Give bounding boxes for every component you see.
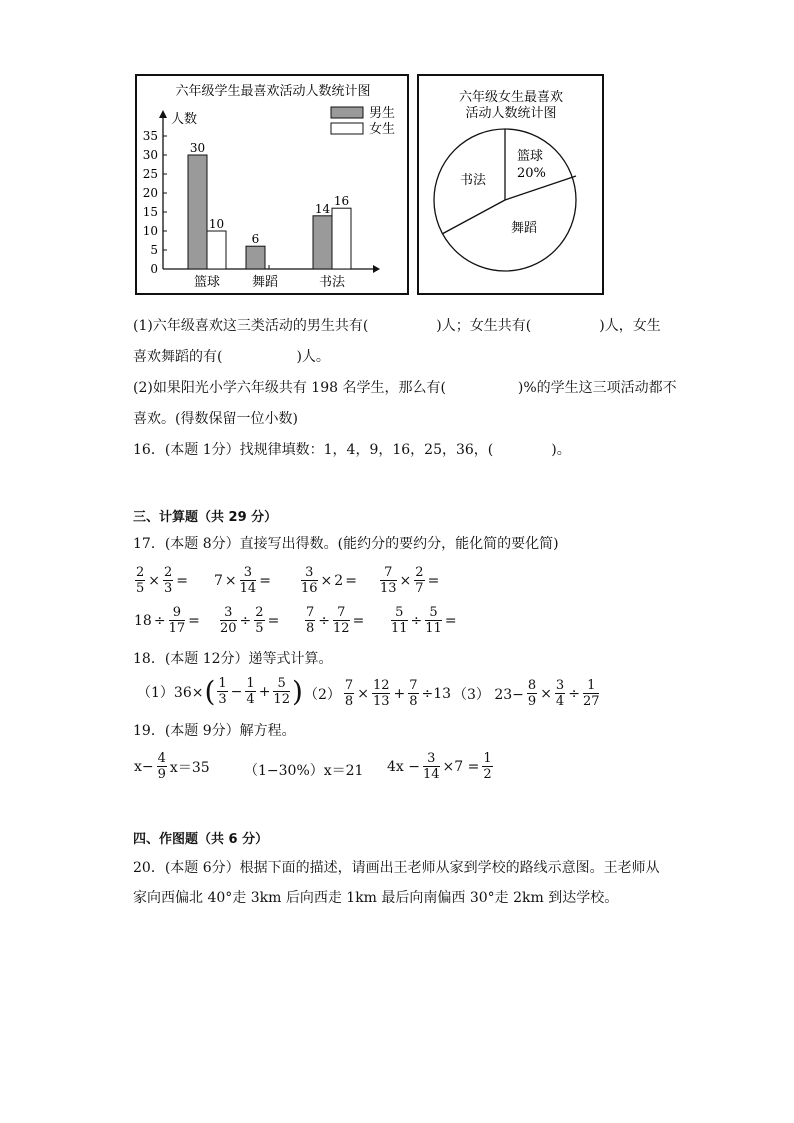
q17-row1-item3: $\frac{3}{16}$ × 2 = xyxy=(301,565,357,596)
bar-篮球-女生 xyxy=(207,231,226,269)
q20-line2: 家向西偏北 40°走 3km 后向西走 1km 最后向南偏西 30°走 2km 到达学校。 xyxy=(133,890,619,906)
legend-label-boys: 男生 xyxy=(369,106,396,121)
x-tick-label: 舞蹈 xyxy=(251,275,279,290)
q17-row1-item2: 7 × $\frac{3}{14}$ = xyxy=(214,565,271,596)
y-tick-label: 20 xyxy=(142,186,158,200)
q17-row2-item4: $\frac{5}{11}$ ÷ $\frac{5}{11}$ = xyxy=(391,605,457,636)
bar-value-label: 14 xyxy=(314,201,331,216)
q15-line3: (2)如果阳光小学六年级共有 198 名学生，那么有( )%的学生这三项活动都不 xyxy=(133,380,677,396)
q18-item3: （3） 23− $\frac{8}{9}$ × $\frac{3}{4}$ ÷ $\frac{1}{27}$ xyxy=(453,678,600,709)
q18-title: 18．(本题 12分）递等式计算。 xyxy=(133,651,333,667)
pie-label-dance: 舞蹈 xyxy=(511,221,538,236)
y-tick-label: 10 xyxy=(142,224,158,238)
q20-line1: 20．(本题 6分）根据下面的描述，请画出王老师从家到学校的路线示意图。王老师从 xyxy=(133,860,660,876)
section4-heading: 四、作图题（共 6 分） xyxy=(133,832,269,847)
pie-label-basketball-pct: 20% xyxy=(517,166,546,181)
bar-篮球-男生 xyxy=(188,155,207,269)
bar-value-label: 10 xyxy=(208,217,225,231)
q15-line1: (1)六年级喜欢这三类活动的男生共有( )人；女生共有( )人，女生 xyxy=(133,318,661,334)
pie-chart xyxy=(417,74,605,296)
pie-label-basketball: 篮球 xyxy=(517,149,544,164)
section3-heading: 三、计算题（共 29 分） xyxy=(133,510,278,525)
y-tick-label: 25 xyxy=(142,167,158,181)
q17-row2-item3: $\frac{7}{8}$ ÷ $\frac{7}{12}$ = xyxy=(306,605,365,636)
q15-line4: 喜欢。(得数保留一位小数) xyxy=(133,411,298,427)
bar-value-label: 16 xyxy=(333,194,350,209)
q16: 16．(本题 1分）找规律填数：1，4，9，16，25，36，( )。 xyxy=(133,442,571,458)
q19-item2: （1−30%）x＝21 xyxy=(244,763,364,779)
q18-item2: （2） $\frac{7}{8}$ × $\frac{12}{13}$ + $\frac{7}{8}$ ÷13 xyxy=(304,678,452,709)
x-tick-label: 书法 xyxy=(318,275,346,290)
q17-row2-item1: 18 ÷ $\frac{9}{17}$ = xyxy=(134,605,200,636)
pie-title-line2: 活动人数统计图 xyxy=(465,106,557,121)
bar-value-label: 6 xyxy=(251,232,260,247)
y-tick-label: 30 xyxy=(142,148,158,162)
legend-swatch-boys xyxy=(331,107,363,118)
q17-row1-item1: $\frac{2}{5}$ × $\frac{2}{3}$ = xyxy=(136,565,189,596)
y-axis-label: 人数 xyxy=(171,112,198,127)
pie-label-calligraphy: 书法 xyxy=(460,173,487,188)
bar-value-label: 30 xyxy=(189,141,206,155)
y-tick-label: 0 xyxy=(150,262,158,276)
y-tick-label: 5 xyxy=(150,243,158,257)
q17-title: 17．(本题 8分）直接写出得数。(能约分的要约分，能化简的要化简) xyxy=(133,536,559,552)
q15-line2: 喜欢舞蹈的有( )人。 xyxy=(133,349,330,365)
legend-swatch-girls xyxy=(331,123,363,134)
bar-舞蹈-男生 xyxy=(246,246,265,269)
bar-书法-男生 xyxy=(313,216,332,269)
q19-title: 19．(本题 9分）解方程。 xyxy=(133,723,296,739)
q17-row1-item4: $\frac{7}{13}$ × $\frac{2}{7}$ = xyxy=(380,565,440,596)
legend-label-girls: 女生 xyxy=(369,122,396,137)
q17-row2-item2: $\frac{3}{20}$ ÷ $\frac{2}{5}$ = xyxy=(220,605,280,636)
q18-item1: （1）36× ( $\frac{1}{3}$ − $\frac{1}{4}$ + $\frac{5}{12}$ ) xyxy=(137,674,303,708)
q19-item1: x− $\frac{4}{9}$ x＝35 xyxy=(134,751,210,782)
x-tick-label: 篮球 xyxy=(193,275,221,290)
y-tick-label: 15 xyxy=(142,205,158,219)
bar-chart xyxy=(135,74,410,296)
bar-chart-title: 六年级学生最喜欢活动人数统计图 xyxy=(175,84,371,99)
q19-item3: 4x − $\frac{3}{14}$ ×7 = $\frac{1}{2}$ xyxy=(387,751,492,782)
pie-title-line1: 六年级女生最喜欢 xyxy=(458,90,564,105)
bar-书法-女生 xyxy=(332,208,351,269)
y-tick-label: 35 xyxy=(142,129,158,143)
